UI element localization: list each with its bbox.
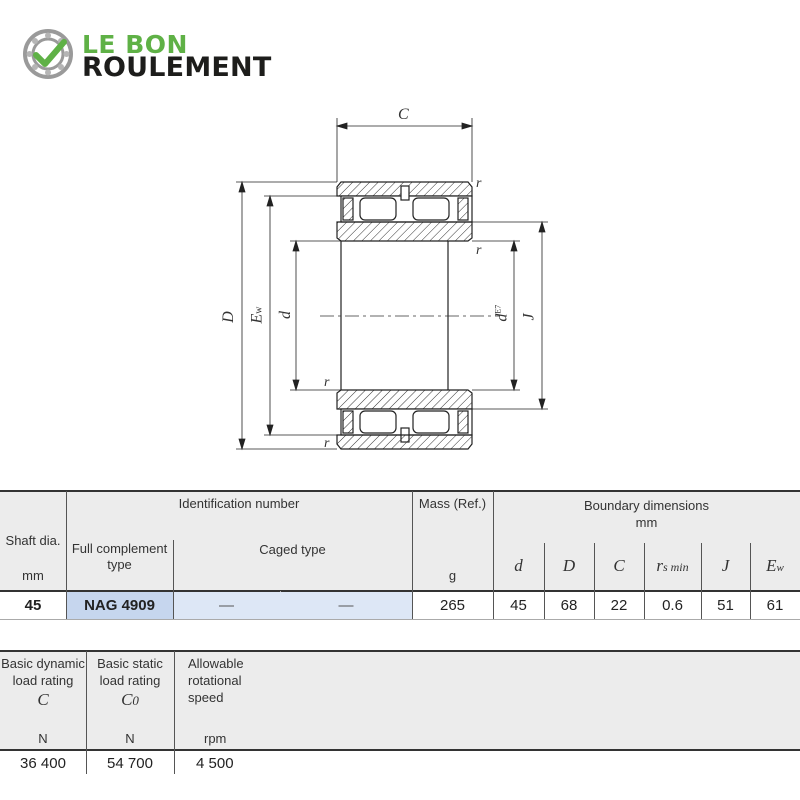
- brand-line2: ROULEMENT: [82, 52, 272, 83]
- ident-header: Identification number: [178, 496, 300, 511]
- mass-value: 265: [439, 597, 466, 614]
- table1-top-border: [0, 490, 800, 492]
- speed-unit: rpm: [204, 731, 227, 746]
- stat-symbol-sub: 0: [132, 693, 139, 708]
- col-header-rs: [644, 556, 701, 576]
- Ew-value: 61: [766, 597, 784, 614]
- d-value: 45: [510, 597, 527, 614]
- dim-label-dE7-sup: E7: [493, 304, 503, 314]
- D-value: 68: [560, 597, 578, 614]
- mass-unit: g: [448, 568, 457, 583]
- boundary-unit: mm: [635, 515, 658, 530]
- col-header-rs-sub: s min: [662, 560, 689, 574]
- J-value: 51: [717, 597, 734, 614]
- dim-label-D: D: [219, 311, 237, 323]
- mass-header: Mass (Ref.): [418, 496, 487, 511]
- dyn-value: 36 400: [20, 755, 66, 772]
- radius-label: r: [476, 243, 482, 258]
- dyn-header: Basic dynamic load rating: [1, 656, 85, 688]
- dyn-symbol: C: [37, 690, 49, 709]
- table1-bottom-border: [0, 619, 800, 620]
- col-header-Ew-sub: w: [776, 562, 784, 574]
- stat-symbol: [86, 690, 174, 710]
- col-header-D: D: [562, 556, 576, 575]
- col-header-J: J: [721, 556, 730, 575]
- stat-symbol-main: C: [121, 690, 133, 709]
- col-header-Ew-main: E: [766, 556, 777, 575]
- part-number-link[interactable]: NAG 4909: [84, 597, 155, 614]
- rs-value: 0.6: [662, 597, 683, 614]
- stat-unit: N: [125, 731, 135, 746]
- table2-top-border: [0, 650, 800, 652]
- dim-label-J: J: [520, 313, 538, 321]
- dim-label-Ew-sub: w: [253, 306, 265, 314]
- caged-header: Caged type: [259, 542, 326, 557]
- brand-line1: LE BON: [82, 30, 188, 59]
- radius-label: r: [476, 176, 482, 191]
- table2-header-border: [0, 749, 800, 751]
- col-header-rs-main: r: [656, 556, 663, 575]
- shaft-unit: mm: [22, 568, 44, 583]
- full-complement-header: Full complement type: [71, 541, 168, 572]
- radius-label: r: [324, 436, 330, 451]
- bearing-drawing: [200, 100, 600, 460]
- col-header-d: d: [514, 556, 523, 575]
- dim-label-dE7-main: d: [493, 313, 511, 322]
- col-header-C: C: [613, 556, 625, 575]
- shaft-value: 45: [24, 597, 42, 614]
- shaft-header: Shaft dia.: [5, 533, 61, 548]
- speed-header: Allowable rotational speed: [188, 656, 244, 705]
- dim-label-dE7: [493, 305, 511, 322]
- dyn-unit: N: [38, 731, 48, 746]
- grid-line: [174, 651, 175, 774]
- caged-value-2: —: [338, 597, 354, 614]
- stat-value: 54 700: [107, 755, 153, 772]
- brand-logo: [22, 28, 322, 88]
- col-header-Ew: [750, 556, 800, 576]
- dim-label-Ew-main: E: [248, 313, 266, 324]
- C-value: 22: [610, 597, 628, 614]
- dim-label-Ew: [249, 306, 267, 323]
- boundary-header: Boundary dimensions: [583, 498, 710, 513]
- caged-value-1: —: [219, 597, 234, 614]
- radius-label: r: [324, 375, 330, 390]
- bearing-check-icon: [22, 28, 76, 82]
- speed-value: 4 500: [196, 755, 234, 772]
- stat-header: Basic static load rating: [97, 656, 163, 688]
- dim-label-C: C: [398, 106, 409, 123]
- dim-label-d: d: [277, 311, 294, 319]
